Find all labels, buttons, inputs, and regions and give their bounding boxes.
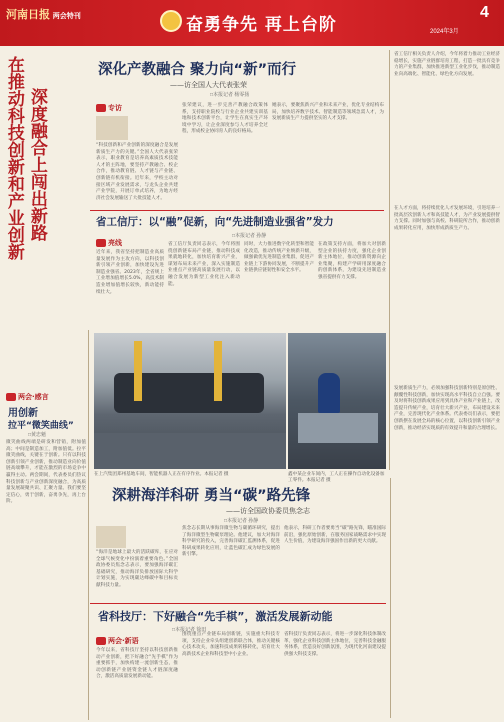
commentary-title-2: 拉平“微笑曲线” bbox=[8, 421, 74, 431]
article3-headline: 深耕海洋科研 勇当“碳”路先锋 bbox=[112, 488, 311, 504]
tag-icon bbox=[96, 239, 106, 247]
article3-text-col1: “海洋是地球上最大的活跃碳库，在应对全球气候变化中扮演着重要角色。”全国政协委员焦念志表示，要加强海洋碳汇基础研究，推动海洋负排放国际大科学计划实施，为实现碳达峰碳中和目标贡献科技力量。 bbox=[96, 550, 178, 588]
worker-shape bbox=[318, 373, 340, 413]
article1-tag: 专访 bbox=[96, 103, 122, 113]
article2-tag: 亮线 bbox=[96, 238, 122, 248]
machine-shape bbox=[298, 413, 378, 443]
vertical-title-1: 在推动科技创新和产业创新 bbox=[3, 56, 24, 260]
right-bottom-text: 发展新质生产力，必须加强科技创新特别是原创性、颠覆性科技创新，加快实现高水平科技自立自强。要及时将科技创新成果应用到具体产业和产业链上，改造提升传统产业，培育壮大新兴产业，布局建设未来产业，完善现代化产业体系。代表委员们表示，要把创新摆在发展全局的核心位置，以科技创新引领产业创新，推动经济实现质的有效提升和量的合理增长。 bbox=[394, 386, 500, 431]
section-label: 两会特刊 bbox=[52, 12, 81, 20]
article3-text-col2: 焦念志长期从事海洋微生物与碳循环研究，提出了海洋微型生物碳泵理论。他建议，加大对海洋科学研究的投入，完善海洋碳汇监测体系，促进科研成果转化应用，让蓝色碳汇成为绿色发展的新引擎。 bbox=[182, 526, 280, 558]
page-number: 4 bbox=[480, 4, 489, 21]
article1-subhead: ——访全国人大代表张荣 bbox=[170, 81, 247, 89]
article4-text-col3: 省科技厅负责同志表示，将进一步深化科技体制改革，强化企业科技创新主体地位，完善科技金融服务体系，营造良好创新氛围，为现代化河南建设提供强大科技支撑。 bbox=[284, 632, 386, 657]
factory-photo-right bbox=[288, 333, 386, 469]
article2-text-col1: 近年来，我省坚持把制造业高质量发展作为主攻方向，以科技创新引领产业创新，加快建设先进制造业强省。2023年，全省规上工业增加值增长5.0%，高技术制造业增加值增长较快，新动能持续壮大。 bbox=[96, 250, 164, 295]
article3-subhead: ——访全国政协委员焦念志 bbox=[226, 507, 310, 515]
robot-arm-shape bbox=[134, 341, 142, 401]
header-slogan: 奋勇争先 再上台阶 bbox=[186, 15, 337, 35]
article4-headline: 省科技厅：下好融合“先手棋”，激活发展新动能 bbox=[98, 610, 333, 623]
factory-photo-left bbox=[94, 333, 286, 469]
article1-text-col3: 她表示，要聚焦新兴产业和未来产业，优化专业结构布局，加快培养数字技术、智能制造等领域急需人才，为发展新质生产力提供坚实的人才支撑。 bbox=[272, 103, 384, 122]
article4-tag: 两会·新语 bbox=[96, 636, 139, 646]
tag-icon bbox=[6, 393, 16, 401]
article4-text-col1: 今年以来，省科技厅坚持以科技创新推动产业创新，把下好融合“先手棋”作为重要抓手，加快构建一流创新生态，推动创新链产业链资金链人才链深度融合，激活高质量发展新动能。 bbox=[96, 648, 178, 680]
article1-text-col2: 张荣建议，进一步完善产教融合政策体系，支持职业院校与行业企业共建实训基地和技术创新平台，让学生在真实生产环境中学习，让企业深度参与人才培养全过程，形成校企协同育人的良好格局。 bbox=[182, 103, 268, 135]
divider-rule bbox=[90, 210, 384, 211]
emblem-icon bbox=[160, 10, 182, 32]
right-mid-text: 在人才方面，将持续优化人才发展环境，引进培养一批高层次创新人才和高技能人才，为产业发展提供智力支撑。同时加强与高校、科研院所合作，推动创新成果转化应用，加快形成新质生产力。 bbox=[394, 206, 500, 231]
floor-shape bbox=[94, 433, 286, 469]
article2-headline: 省工信厅：以“融”促新，向“先进制造业强省”发力 bbox=[96, 216, 334, 228]
article2-text-col4: 在政策支持方面，将加大对创新型企业的扶持力度，强化企业创新主体地位，推动创新资源向企业集聚，构建产学研用深度融合的创新体系，为建设先进制造业强省提供有力支撑。 bbox=[318, 242, 386, 280]
robot-arm-shape bbox=[214, 341, 222, 401]
photo-caption-right: 鑫中某企业车间内，工人正在操作自动化设备加工零件。本报记者 摄 bbox=[288, 471, 385, 482]
vertical-title-2: 深度融合上闯出新路 bbox=[26, 88, 47, 241]
article2-byline: □本报记者 孙静 bbox=[232, 234, 267, 239]
commentary-author: □黄忠魁 bbox=[28, 433, 47, 438]
article2-text-col2: 省工信厅负责同志表示，今年将围绕创新链布局产业链，推动科技成果就地转化，加快培育新兴产业，谋划布局未来产业，深入实施制造业重点产业链高质量发展行动，以融合发展为新型工业化注入新动能。 bbox=[168, 242, 240, 287]
divider-rule-2 bbox=[90, 603, 386, 604]
article3-byline: □本报记者 孙静 bbox=[224, 519, 259, 524]
article4-text-col2: 围绕重点产业链布局创新链，实施重大科技专项，支持企业牵头组建创新联合体，推动关键核心技术攻关，加速科技成果转移转化，培育壮大高新技术企业和科技型中小企业。 bbox=[182, 632, 280, 657]
column-divider-left bbox=[88, 330, 89, 720]
article4-byline: □本报记者 徐田 bbox=[172, 628, 207, 633]
dateline: 2024年3月 bbox=[430, 29, 459, 35]
portrait-photo-2 bbox=[96, 526, 126, 548]
tag-icon bbox=[96, 104, 106, 112]
commentary-tag: 两会·感言 bbox=[6, 392, 49, 402]
article1-headline: 深化产教融合 聚力向“新”而行 bbox=[98, 62, 297, 78]
commentary-text: 微笑曲线两端是研发和营销，附加值高；中间是制造加工，附加值低。拉平微笑曲线，关键在于创新。只有以科技创新引领产业创新，推动制造业向价值链高端攀升，才能在激烈的市场竞争中赢得主动。两会期间，代表委员们热议科技创新与产业创新深度融合，为高质量发展凝聚共识、汇聚力量。我们要坚定信心，勇于创新，奋勇争先，再上台阶。 bbox=[6, 440, 86, 505]
right-top-text: 省工信厅相关负责人介绍，今年将着力推动工业经济稳增长，实施产业链群培育工程，打造一批具有竞争力的产业集群，加快推进新型工业化步伐，推动制造业向高端化、智能化、绿色化方向发展。 bbox=[394, 52, 500, 77]
column-divider-right-bottom bbox=[390, 478, 391, 718]
photo-caption-left: 在上汽集团郑州基地车间，智能机器人正在有序作业。本报记者 摄 bbox=[94, 471, 229, 476]
masthead: 河南日报 两会特刊 bbox=[6, 9, 81, 21]
portrait-photo-1 bbox=[96, 116, 128, 140]
article1-text-col1: “科技创新和产业创新的深度融合是发展新质生产力的关键。”全国人大代表张荣表示，职业教育是培养高素质技术技能人才的主阵地，要坚持产教融合、校企合作，推动教育链、人才链与产业链、创新链有机衔接。近年来，学校主动对接区域产业发展需求，与龙头企业共建产业学院，开展订单式培养，为地方经济社会发展输送了大批技能人才。 bbox=[96, 143, 178, 201]
article3-text-col3: 他表示，科研工作者要勇当“碳”路先锋，瞄准国际前沿，强化原始创新，在服务国家战略需求中实现人生价值，为建设海洋强国作出新的更大贡献。 bbox=[284, 526, 386, 545]
column-divider-right bbox=[389, 50, 390, 470]
article2-text-col3: 同时，大力推进数字化转型和智能化改造，推动传统产业焕新升级，做强做优先进制造业集群，促进产业链上下游协同发展，不断提升产业链供应链韧性和安全水平。 bbox=[244, 242, 314, 274]
tag-icon bbox=[96, 637, 106, 645]
commentary-title: 用创新 bbox=[8, 408, 38, 419]
article1-byline: □本报记者 杨零扬 bbox=[210, 93, 250, 98]
